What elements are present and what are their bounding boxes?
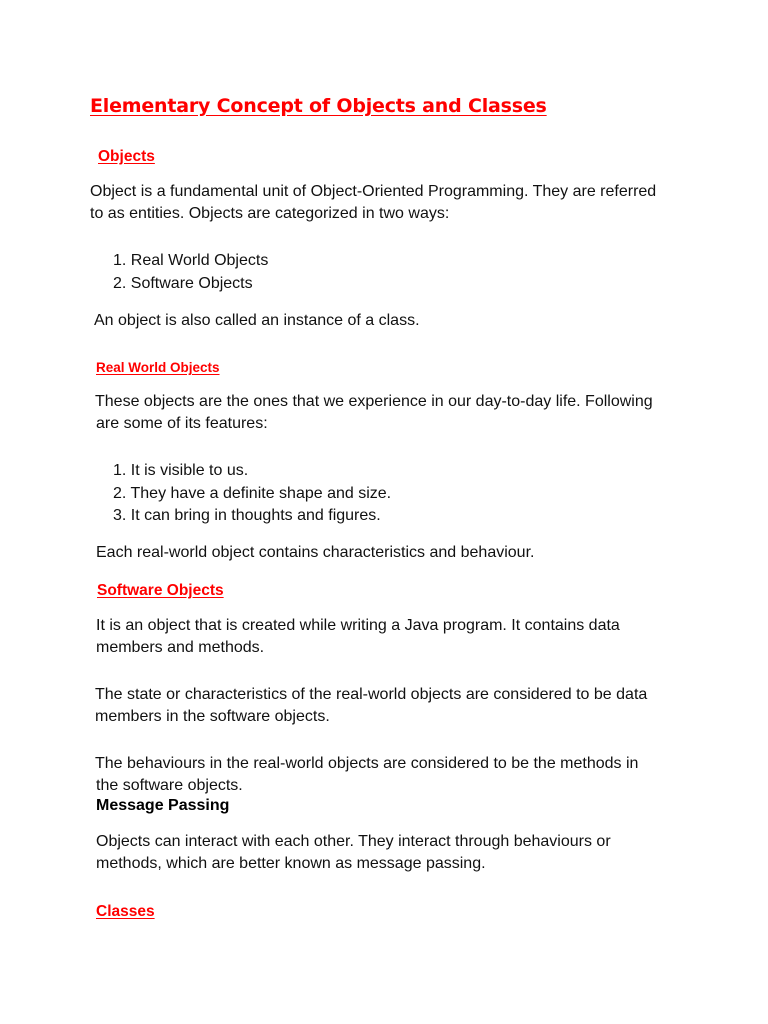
instance-note: An object is also called an instance of a class. xyxy=(94,312,420,329)
real-world-intro-line-1: These objects are the ones that we experience in our day-to-day life. Following xyxy=(95,393,653,410)
message-passing-heading: Message Passing xyxy=(96,797,230,814)
objects-category-list xyxy=(113,250,268,295)
objects-heading: Objects xyxy=(98,148,155,165)
list-item: 1. Real World Objects xyxy=(113,252,269,269)
real-world-intro-line-2: are some of its features: xyxy=(96,415,268,432)
software-para-2-line-1: The state or characteristics of the real-world objects are considered to be data xyxy=(95,686,648,703)
software-para-1-line-2: members and methods. xyxy=(96,639,265,656)
software-para-3-line-2: the software objects. xyxy=(96,777,243,794)
classes-heading: Classes xyxy=(96,903,155,920)
list-item: 2. They have a definite shape and size. xyxy=(113,484,392,502)
list-item: 1. It is visible to us. xyxy=(113,462,249,479)
software-para-2-line-2: members in the software objects. xyxy=(95,708,330,725)
message-passing-line-2: methods, which are better known as message passing. xyxy=(96,855,486,872)
objects-intro-line-1: Object is a fundamental unit of Object-Oriented Programming. They are referred xyxy=(90,183,657,200)
document-title: Elementary Concept of Objects and Classes xyxy=(90,95,547,117)
list-item: 2. Software Objects xyxy=(113,274,253,292)
real-world-summary: Each real-world object contains characteristics and behaviour. xyxy=(96,544,535,561)
software-para-3-line-1: The behaviours in the real-world objects are considered to be the methods in xyxy=(95,755,639,772)
list-item: 3. It can bring in thoughts and figures. xyxy=(113,507,381,524)
software-objects-heading: Software Objects xyxy=(97,582,224,599)
message-passing-line-1: Objects can interact with each other. They interact through behaviours or xyxy=(96,833,611,850)
real-world-features-list xyxy=(113,460,391,528)
objects-intro-line-2: to as entities. Objects are categorized in two ways: xyxy=(90,205,450,222)
software-para-1-line-1: It is an object that is created while writing a Java program. It contains data xyxy=(96,617,620,634)
real-world-objects-heading: Real World Objects xyxy=(96,360,220,375)
